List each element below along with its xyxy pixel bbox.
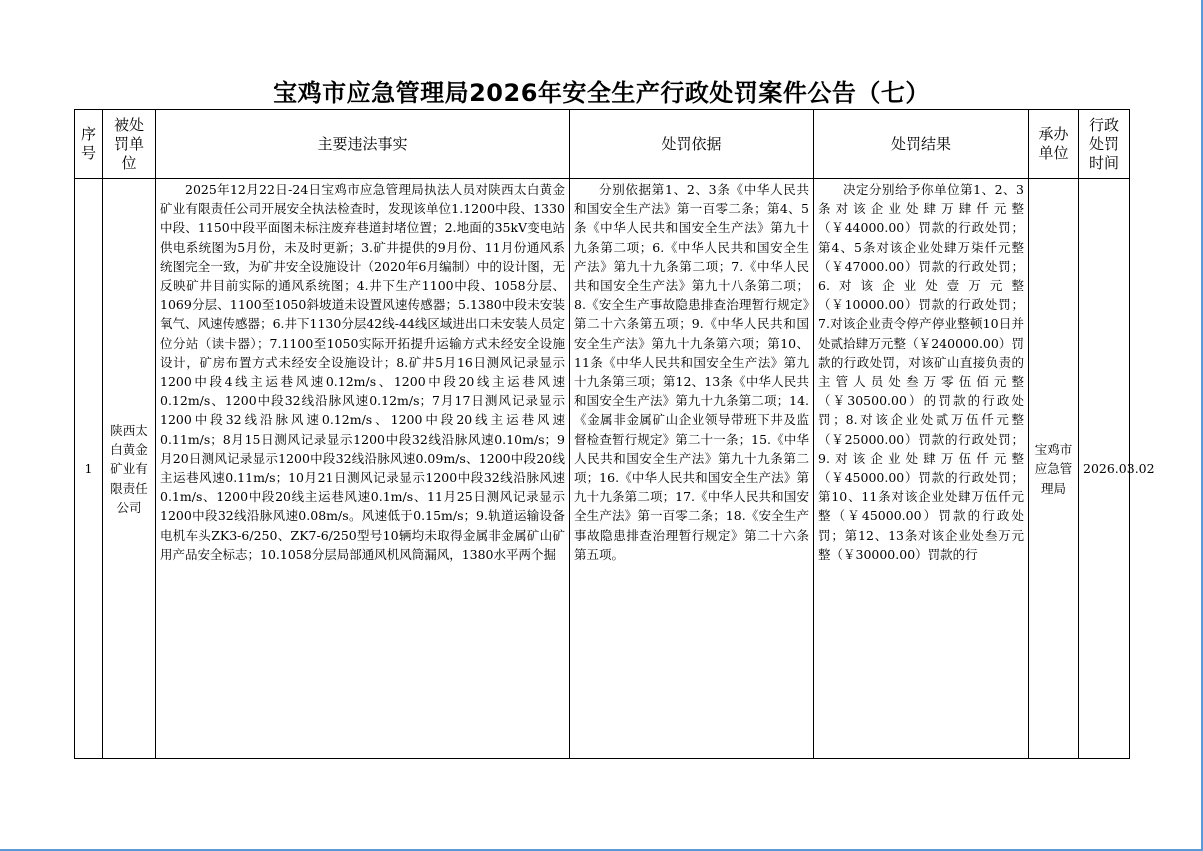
cell-unit: [103, 179, 156, 759]
header-unit: 被处罚单位: [103, 110, 156, 179]
cell-facts: [156, 179, 570, 759]
basis-value: 分别依据第1、2、3条《中华人民共和国安全生产法》第一百零二条；第4、5条《中华人民共和国安全生产法》第九十九条第二项；6.《中华人民共和国安全生产法》第九十九条第二项；7.《中华人民共和国安全生产法》第九十八条第二项；8.《安全生产事故隐患排查治理暂行规定》第二十六条第五项；9.《中华人民共和国安全生产法》第九十九条第六项；第10、11条《中华人民共和国安全生产法》第九十九条第三项；第12、13条《中华人民共和国安全生产法》第九十九条第二项；14.《金属非金属矿山企业领导带班下井及监督检查暂行规定》第二十一条；15.《中华人民共和国安全生产法》第九十九条第二项；16.《中华人民共和国安全生产法》第九十九条第二项；17.《中华人民共和国安全生产法》第一百零二条；18.《安全生产事故隐患排查治理暂行规定》第二十六条第五项。: [574, 182, 809, 562]
header-date: 行政处罚时间: [1079, 110, 1130, 179]
cell-basis: [570, 179, 814, 759]
header-dept: 承办单位: [1029, 110, 1079, 179]
table-header-row: [75, 110, 1130, 179]
date-value: 2026.03.02: [1083, 461, 1155, 477]
header-seq: 序号: [75, 110, 103, 179]
dept-value: 宝鸡市应急管理局: [1034, 442, 1073, 496]
cell-seq: [75, 179, 103, 759]
header-basis: 处罚依据: [570, 110, 814, 179]
page-title: 宝鸡市应急管理局2026年安全生产行政处罚案件公告（七）: [273, 79, 930, 107]
header-result: 处罚结果: [814, 110, 1029, 179]
cell-date: [1079, 179, 1155, 759]
table-row: [75, 179, 1130, 759]
seq-value: 1: [84, 461, 93, 477]
penalty-table: [74, 109, 1155, 759]
cell-result: [814, 179, 1029, 759]
unit-value: 陕西太白黄金矿业有限责任公司: [110, 422, 148, 515]
header-facts: 主要违法事实: [156, 110, 570, 179]
cell-dept: [1029, 179, 1079, 759]
facts-value: 2025年12月22日-24日宝鸡市应急管理局执法人员对陕西太白黄金矿业有限责任公司开展安全执法检查时，发现该单位1.1200中段、1330中段、1150中段平面图未标注废弃巷道封堵位置；2.地面的35kV变电站供电系统图为5月份，未及时更新；3.矿井提供的9月份、11月份通风系统图完全一致，为矿井安全设施设计（2020年6月编制）中的设计图，无反映矿井目前实际的通风系统图；4.井下生产1100中段、1058分层、1069分层、1100至1050斜坡道未设置风速传感器；5.1380中段未安装氧气、风速传感器；6.井下1130分层42线-44线区域进出口未安装人员定位分站（读卡器）；7.1100至1050实际开拓提升运输方式未经安全设施设计，矿房布置方式未经安全设施设计；8.矿井5月16日测风记录显示1200中段4线主运巷风速0.12m/s、1200中段20线主运巷风速0.12m/s、1200中段32线沿脉风速0.12m/s；7月17日测风记录显示1200中段32线沿脉风速0.12m/s、1200中段20线主运巷风速0.11m/s；8月15日测风记录显示1200中段32线沿脉风速0.10m/s；9月20日测风记录显示1200中段32线沿脉风速0.09m/s、1200中段20线主运巷风速0.11m/s；10月21日测风记录显示1200中段32线沿脉风速0.1m/s、1200中段20线主运巷风速0.1m/s、11月25日测风记录显示1200中段32线沿脉风速0.08m/s。风速低于0.15m/s；9.轨道运输设备电机车头ZK3-6/250、ZK7-6/250型号10辆均未取得金属非金属矿山矿用产品安全标志；10.1058分层局部通风机风筒漏风，1380水平两个掘: [160, 182, 565, 562]
result-value: 决定分别给予你单位第1、2、3条对该企业处肆万肆仟元整（￥44000.00）罚款的行政处罚；第4、5条对该企业处肆万柒仟元整（￥47000.00）罚款的行政处罚；6.对该企业处壹万元整（￥10000.00）罚款的行政处罚；7.对该企业责令停产停业整顿10日并处贰拾肆万元整（￥240000.00）罚款的行政处罚，对该矿山直接负责的主管人员处叁万零伍佰元整（￥30500.00）的罚款的行政处罚；8.对该企业处贰万伍仟元整（￥25000.00）罚款的行政处罚；9.对该企业处肆万伍仟元整（￥45000.00）罚款的行政处罚；第10、11条对该企业处肆万伍仟元整（￥45000.00）罚款的行政处罚；第12、13条对该企业处叁万元整（￥30000.00）罚款的行: [818, 182, 1024, 562]
